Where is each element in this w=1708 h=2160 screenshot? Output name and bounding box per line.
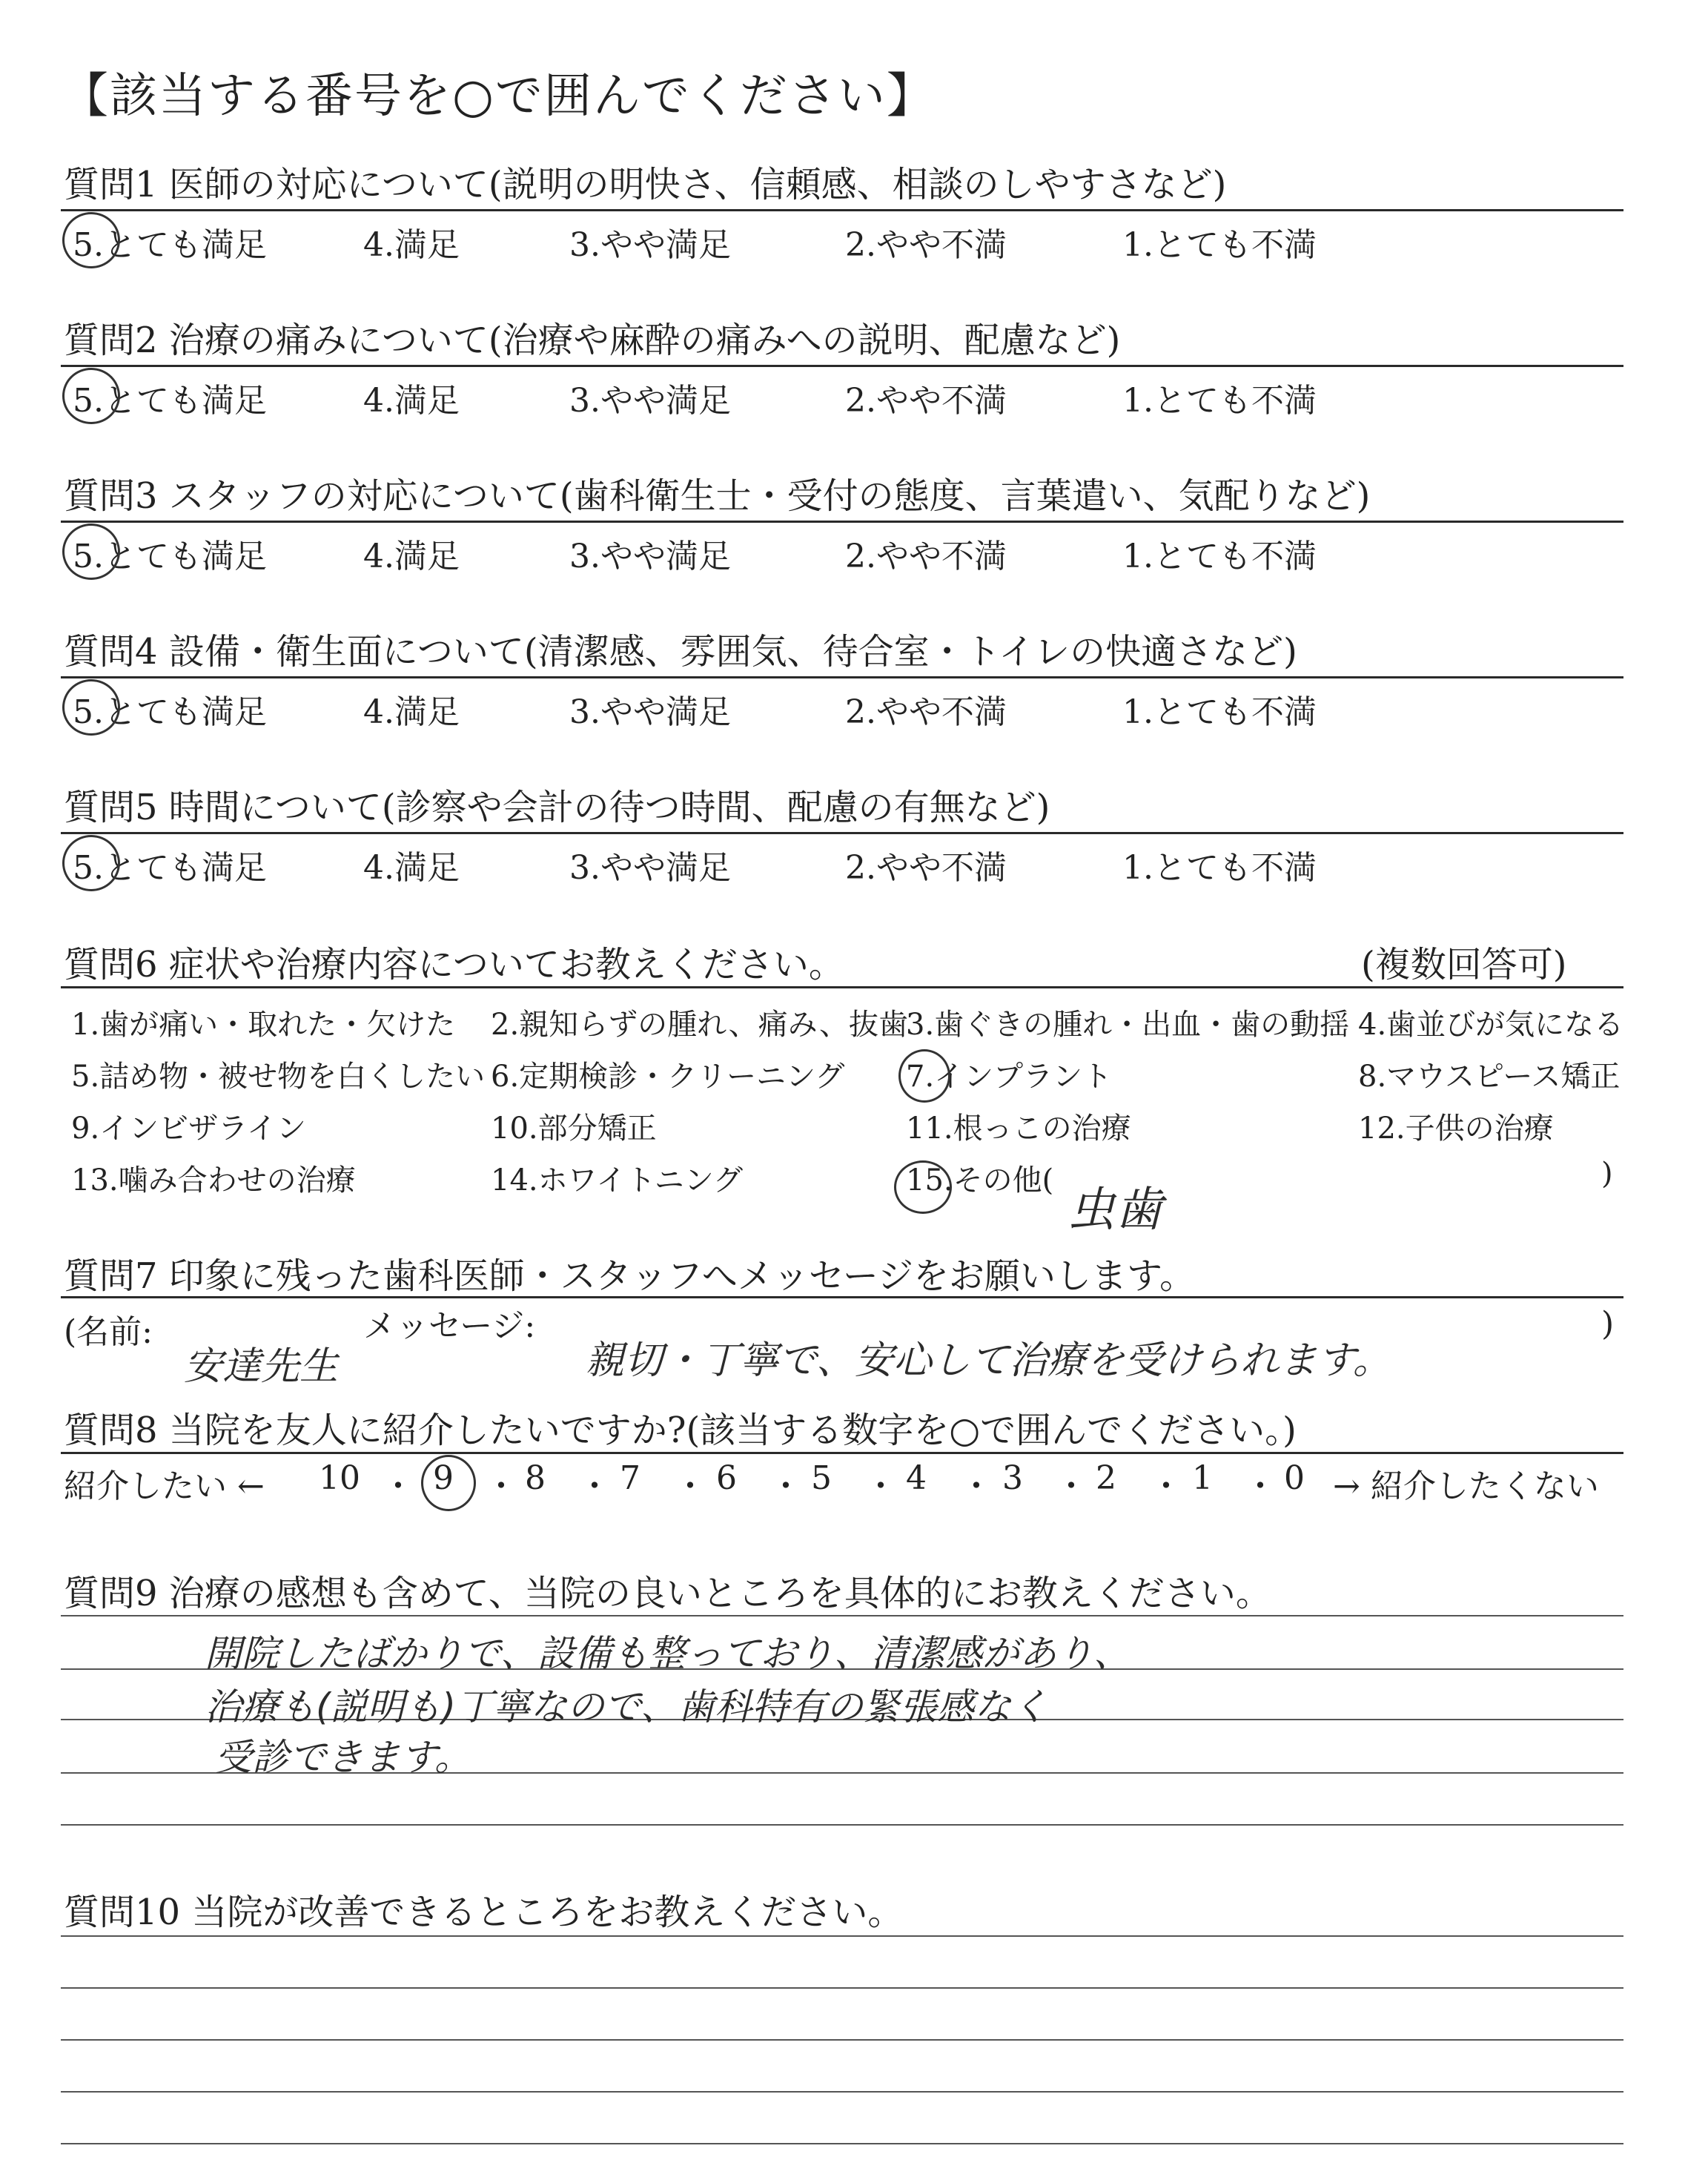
q4-option-4[interactable]: 4.満足 [363, 693, 460, 731]
q8-separator: ・ [960, 1467, 993, 1505]
q6-option-4[interactable]: 4.歯並びが気になる [1358, 1008, 1624, 1042]
q6-option-15[interactable]: 15.その他( [906, 1163, 1054, 1198]
q5-option-4[interactable]: 4.満足 [363, 849, 460, 887]
q8-scale-5[interactable]: 5 [811, 1459, 832, 1497]
q8-separator: ・ [769, 1467, 802, 1505]
q3-option-4[interactable]: 4.満足 [363, 538, 460, 575]
question-8-label: 質問8 当院を友人に紹介したいですか?(該当する数字を○で囲んでください。) [64, 1410, 1297, 1451]
q8-scale-9[interactable]: 9 [433, 1459, 454, 1497]
q6-option-10[interactable]: 10.部分矯正 [491, 1112, 657, 1146]
q8-separator: ・ [1244, 1467, 1277, 1505]
q8-scale-10[interactable]: 10 [319, 1459, 360, 1497]
q5-selected-circle [62, 835, 120, 891]
q8-scale-7[interactable]: 7 [620, 1459, 640, 1497]
q6-option-2[interactable]: 2.親知らずの腫れ、痛み、抜歯 [491, 1008, 908, 1042]
question-6-note: (複数回答可) [1361, 944, 1567, 985]
q9-rule-5 [61, 1824, 1623, 1826]
q8-separator: ・ [382, 1467, 414, 1505]
question-1-rule [61, 209, 1623, 211]
q6-option-6[interactable]: 6.定期検診・クリーニング [491, 1060, 845, 1094]
q3-option-1[interactable]: 1.とても不満 [1122, 538, 1317, 575]
q8-left-label: 紹介したい ← [64, 1467, 265, 1505]
q6-option-11[interactable]: 11.根っこの治療 [906, 1112, 1131, 1146]
q6-option-9[interactable]: 9.インビザライン [71, 1112, 306, 1146]
q2-option-5[interactable]: 5.とても満足 [73, 382, 267, 420]
question-10-label: 質問10 当院が改善できるところをお教えください。 [64, 1892, 904, 1933]
q7-message-handwritten: 親切・丁寧で、安心して治療を受けられます。 [586, 1338, 1391, 1383]
q4-option-2[interactable]: 2.やや不満 [845, 693, 1007, 731]
q6-option-15-circle [894, 1160, 952, 1214]
q7-name-label: (名前: [64, 1313, 153, 1351]
q10-rule-4 [61, 2091, 1623, 2093]
question-4-rule [61, 676, 1623, 678]
q3-option-3[interactable]: 3.やや満足 [569, 538, 731, 575]
q6-option-12[interactable]: 12.子供の治療 [1358, 1112, 1554, 1146]
q7-name-handwritten: 安達先生 [184, 1344, 339, 1389]
q9-line-1: 開院したばかりで、設備も整っており、清潔感があり、 [205, 1632, 1131, 1675]
q8-selected-circle [421, 1455, 476, 1511]
question-5-rule [61, 832, 1623, 834]
q8-scale-6[interactable]: 6 [716, 1459, 737, 1497]
q6-option-5[interactable]: 5.詰め物・被せ物を白くしたい [71, 1060, 486, 1094]
q1-selected-circle [62, 212, 120, 268]
q1-option-4[interactable]: 4.満足 [363, 226, 460, 264]
q4-option-5[interactable]: 5.とても満足 [73, 693, 267, 731]
question-3-rule [61, 521, 1623, 523]
q8-scale-4[interactable]: 4 [906, 1459, 927, 1497]
question-4-label: 質問4 設備・衛生面について(清潔感、雰囲気、待合室・トイレの快適さなど) [64, 631, 1297, 673]
q6-option-6-circle [898, 1049, 950, 1103]
q2-option-4[interactable]: 4.満足 [363, 382, 460, 420]
question-6-label: 質問6 症状や治療内容についてお教えください。 [64, 944, 844, 985]
q10-rule-5 [61, 2143, 1623, 2144]
q2-option-1[interactable]: 1.とても不満 [1122, 382, 1317, 420]
q10-rule-3 [61, 2039, 1623, 2041]
q8-scale-8[interactable]: 8 [525, 1459, 546, 1497]
q2-selected-circle [62, 368, 120, 424]
q8-separator: ・ [674, 1467, 706, 1505]
q8-separator: ・ [864, 1467, 897, 1505]
question-9-label: 質問9 治療の感想も含めて、当院の良いところを具体的にお教えください。 [64, 1573, 1271, 1614]
q7-close-paren: ) [1601, 1305, 1615, 1343]
q2-option-3[interactable]: 3.やや満足 [569, 382, 731, 420]
q1-option-2[interactable]: 2.やや不満 [845, 226, 1007, 264]
question-8-rule [61, 1452, 1623, 1454]
q9-rule-1 [61, 1615, 1623, 1616]
q6-option-8[interactable]: 8.マウスピース矯正 [1358, 1060, 1621, 1094]
q6-option-7[interactable]: 7.インプラント [906, 1060, 1113, 1094]
q6-other-handwritten: 虫歯 [1068, 1183, 1162, 1238]
q6-other-close-paren: ) [1601, 1157, 1613, 1191]
q6-option-3[interactable]: 3.歯ぐきの腫れ・出血・歯の動揺 [906, 1008, 1350, 1042]
q2-option-2[interactable]: 2.やや不満 [845, 382, 1007, 420]
question-7-label: 質問7 印象に残った歯科医師・スタッフへメッセージをお願いします。 [64, 1255, 1196, 1297]
q4-option-3[interactable]: 3.やや満足 [569, 693, 731, 731]
q1-option-1[interactable]: 1.とても不満 [1122, 226, 1317, 264]
q5-option-5[interactable]: 5.とても満足 [73, 849, 267, 887]
question-7-rule [61, 1296, 1623, 1298]
q4-selected-circle [62, 679, 120, 736]
question-3-label: 質問3 スタッフの対応について(歯科衛生士・受付の態度、言葉遣い、気配りなど) [64, 475, 1371, 517]
question-6-rule [61, 986, 1623, 988]
q5-option-3[interactable]: 3.やや満足 [569, 849, 731, 887]
q10-rule-2 [61, 1987, 1623, 1989]
q8-separator: ・ [578, 1467, 611, 1505]
q5-option-2[interactable]: 2.やや不満 [845, 849, 1007, 887]
q5-option-1[interactable]: 1.とても不満 [1122, 849, 1317, 887]
q8-scale-3[interactable]: 3 [1002, 1459, 1023, 1497]
q7-message-label: メッセージ: [363, 1307, 536, 1345]
q8-scale-0[interactable]: 0 [1284, 1459, 1305, 1497]
q8-right-label: → 紹介したくない [1333, 1467, 1599, 1505]
page-title: 【該当する番号を○で囲んでください】 [61, 69, 936, 124]
q8-separator: ・ [485, 1467, 517, 1505]
q6-option-14[interactable]: 14.ホワイトニング [491, 1163, 744, 1198]
q6-option-13[interactable]: 13.噛み合わせの治療 [71, 1163, 356, 1198]
q9-line-3: 受診できます。 [215, 1736, 471, 1779]
q1-option-5[interactable]: 5.とても満足 [73, 226, 267, 264]
q3-selected-circle [62, 524, 120, 580]
q4-option-1[interactable]: 1.とても不満 [1122, 693, 1317, 731]
question-2-rule [61, 365, 1623, 367]
q8-separator: ・ [1150, 1467, 1182, 1505]
q8-scale-2[interactable]: 2 [1096, 1459, 1116, 1497]
q6-option-1[interactable]: 1.歯が痛い・取れた・欠けた [71, 1008, 456, 1042]
q8-scale-1[interactable]: 1 [1192, 1459, 1213, 1497]
question-2-label: 質問2 治療の痛みについて(治療や麻酔の痛みへの説明、配慮など) [64, 320, 1121, 361]
question-5-label: 質問5 時間について(診察や会計の待つ時間、配慮の有無など) [64, 787, 1050, 828]
q8-separator: ・ [1055, 1467, 1088, 1505]
q3-option-5[interactable]: 5.とても満足 [73, 538, 267, 575]
q1-option-3[interactable]: 3.やや満足 [569, 226, 731, 264]
question-1-label: 質問1 医師の対応について(説明の明快さ、信頼感、相談のしやすさなど) [64, 164, 1227, 205]
q10-rule-1 [61, 1935, 1623, 1937]
q3-option-2[interactable]: 2.やや不満 [845, 538, 1007, 575]
q9-line-2: 治療も(説明も)丁寧なので、歯科特有の緊張感なく [205, 1685, 1049, 1728]
